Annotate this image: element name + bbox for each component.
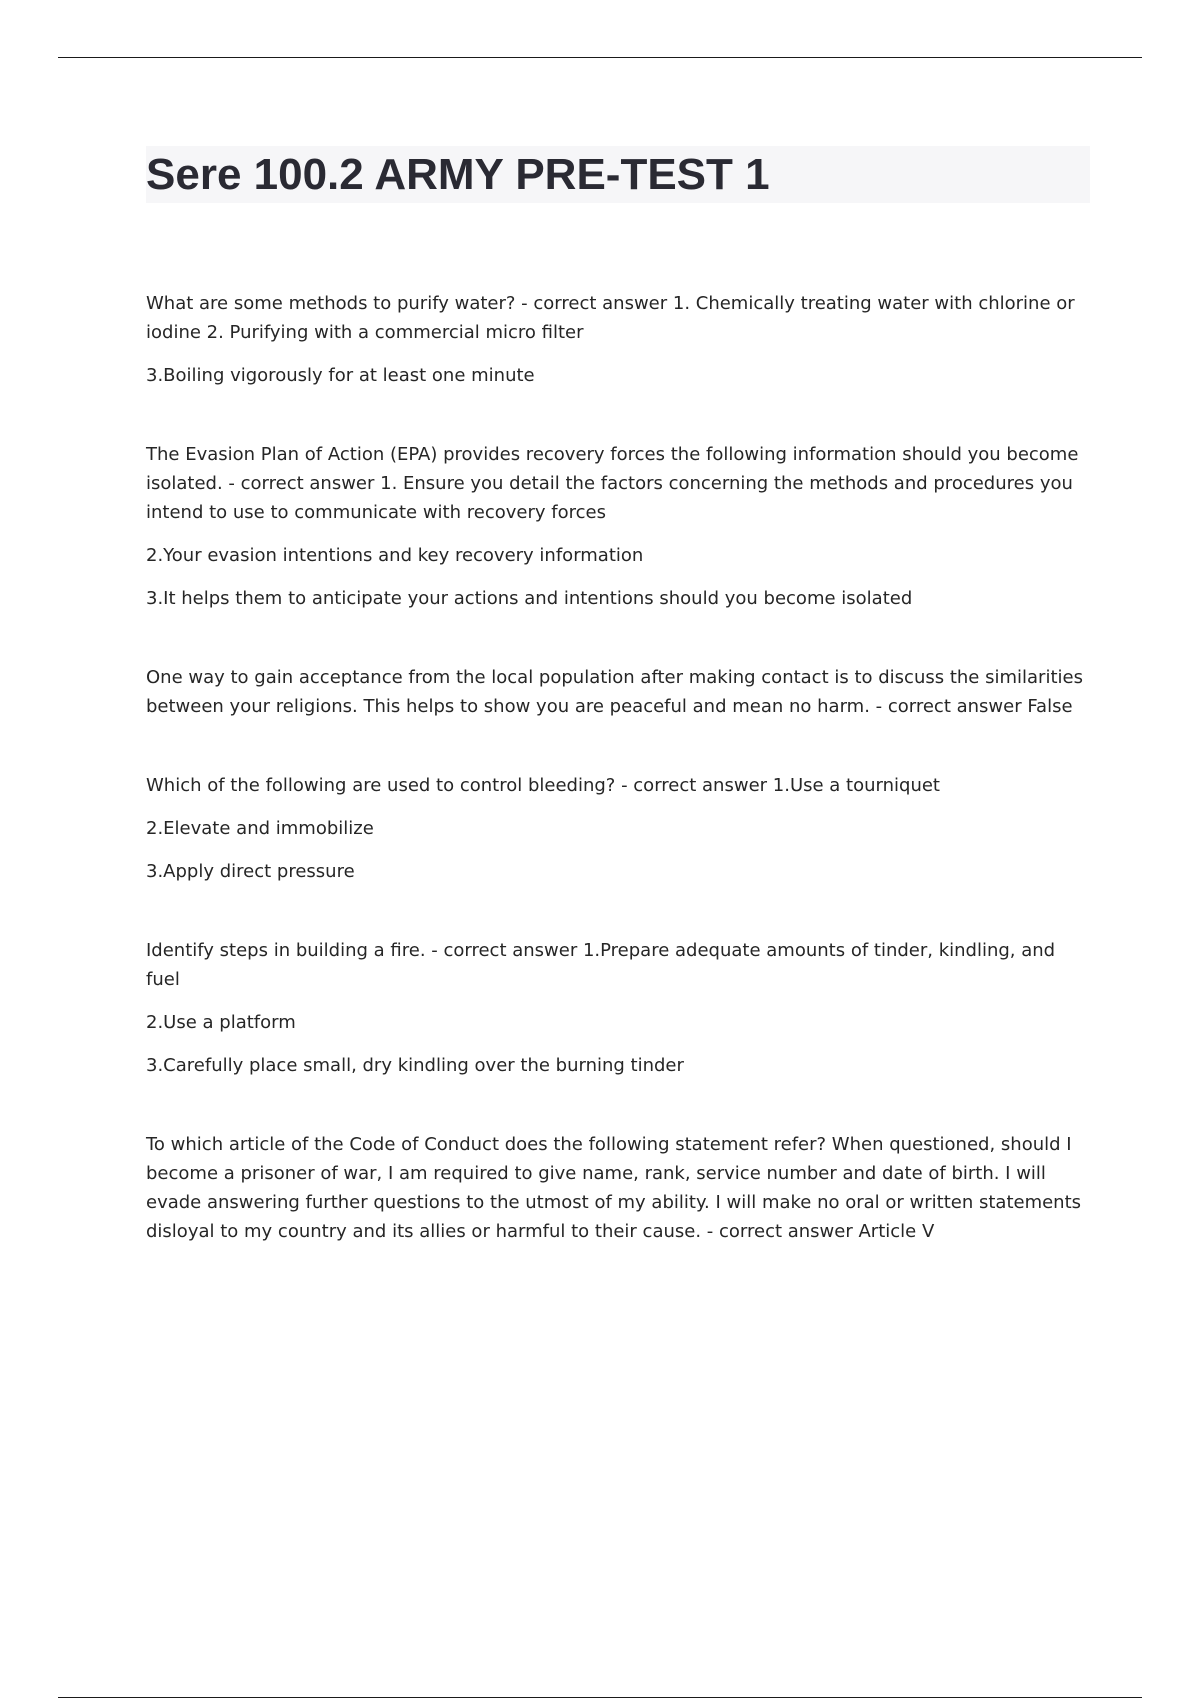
qa-line: 2.Elevate and immobilize <box>146 818 374 839</box>
qa-line: The Evasion Plan of Action (EPA) provides recovery forces the following information should you become isolated. - correct answer 1. Ensure you detail the factors concerning the methods and procedures you intend to use to communicate with recovery forces <box>146 444 1079 523</box>
qa-item <box>146 936 1090 1080</box>
qa-line: 3.Apply direct pressure <box>146 861 355 882</box>
qa-line: 3.Boiling vigorously for at least one minute <box>146 365 535 386</box>
title-bar <box>146 146 1090 203</box>
top-divider <box>58 57 1142 58</box>
qa-line: 3.Carefully place small, dry kindling over the burning tinder <box>146 1055 684 1076</box>
qa-item <box>146 440 1090 613</box>
bottom-divider <box>58 1697 1142 1698</box>
qa-line: One way to gain acceptance from the local population after making contact is to discuss the similarities between your religions. This helps to show you are peaceful and mean no harm. - correct answer False <box>146 667 1083 717</box>
qa-line: To which article of the Code of Conduct does the following statement refer? When questioned, should I become a prisoner of war, I am required to give name, rank, service number and date of birth. I will evade answering further questions to the utmost of my ability. I will make no oral or written statements disloyal to my country and its allies or harmful to their cause. - correct answer Article V <box>146 1134 1082 1242</box>
qa-line: What are some methods to purify water? - correct answer 1. Chemically treating water with chlorine or iodine 2. Purifying with a commercial micro filter <box>146 293 1075 343</box>
document-title: Sere 100.2 ARMY PRE-TEST 1 <box>146 149 770 199</box>
document-body <box>146 146 1090 1296</box>
qa-line: 3.It helps them to anticipate your actions and intentions should you become isolated <box>146 588 913 609</box>
qa-line: 2.Use a platform <box>146 1012 296 1033</box>
qa-item <box>146 289 1090 390</box>
qa-item <box>146 663 1090 721</box>
qa-line: 2.Your evasion intentions and key recovery information <box>146 545 644 566</box>
qa-line: Which of the following are used to control bleeding? - correct answer 1.Use a tourniquet <box>146 775 940 796</box>
qa-item <box>146 771 1090 886</box>
qa-line: Identify steps in building a fire. - correct answer 1.Prepare adequate amounts of tinder, kindling, and fuel <box>146 940 1056 990</box>
qa-item <box>146 1130 1090 1246</box>
